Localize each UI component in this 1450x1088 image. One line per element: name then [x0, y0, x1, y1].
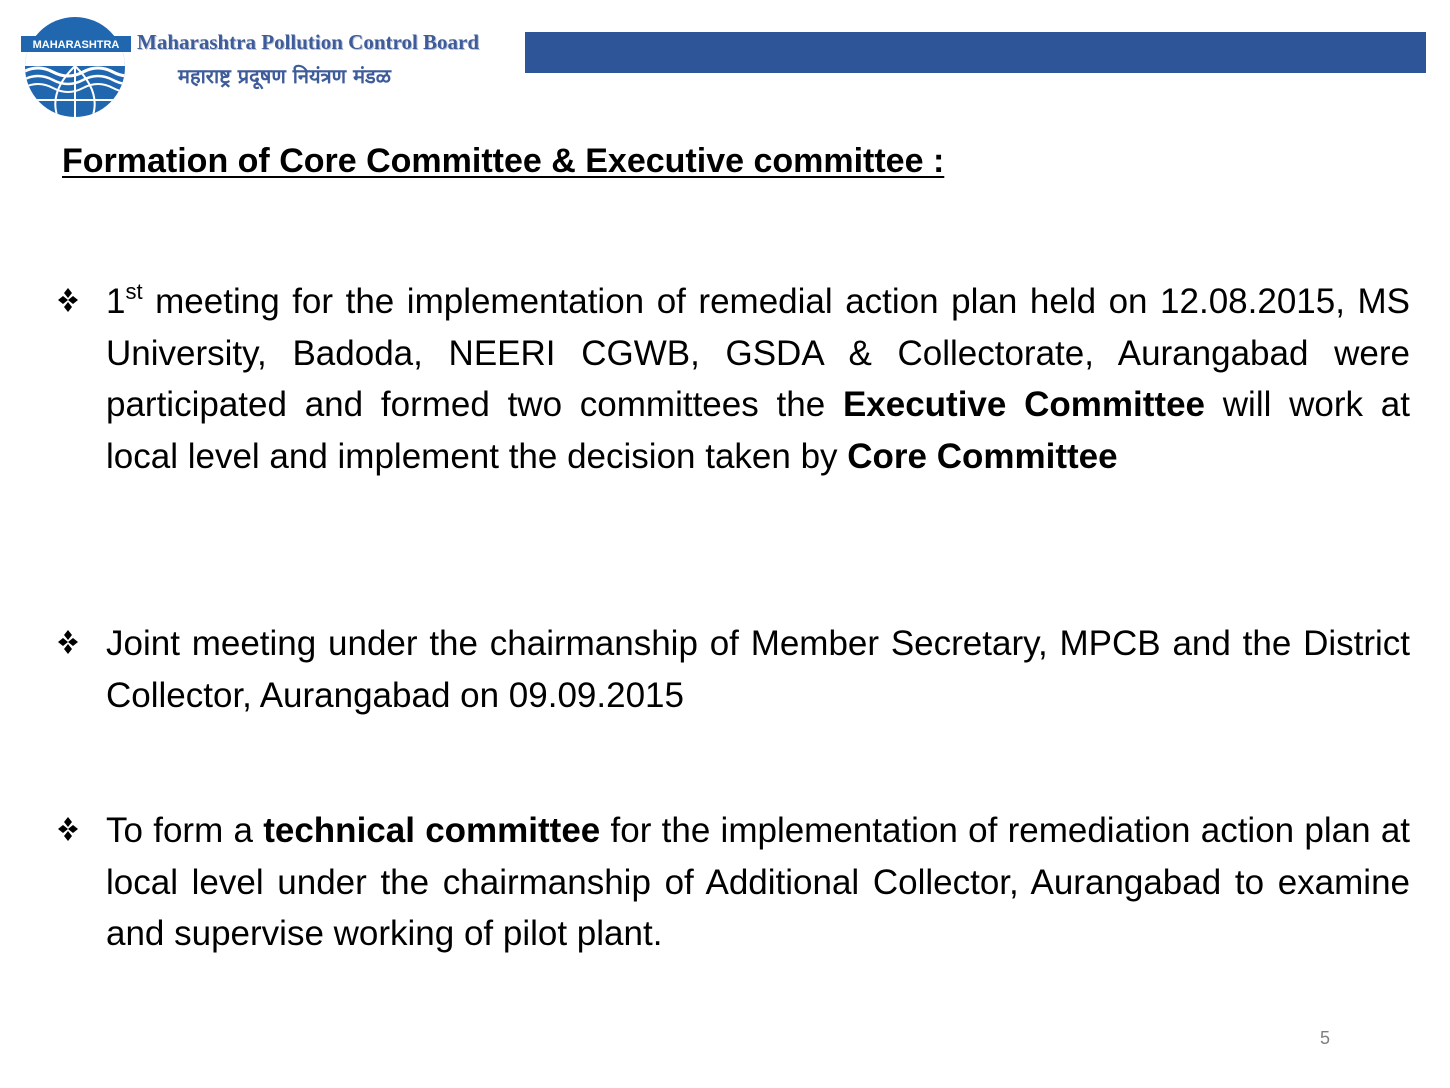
page-number: 5	[1320, 1028, 1331, 1048]
organization-name-english: Maharashtra Pollution Control Board	[137, 30, 480, 54]
bullet-item-first-meeting	[50, 276, 1410, 483]
bullet-item-technical-committee	[50, 805, 1410, 960]
organization-name-marathi: महाराष्ट्र प्रदूषण नियंत्रण मंडळ	[178, 64, 391, 88]
header-color-bar	[525, 32, 1426, 73]
core-committee-label: Core Committee	[847, 437, 1118, 477]
slide-title: Formation of Core Committee & Executive committee :	[62, 142, 945, 180]
four-diamond-bullet-icon	[50, 622, 90, 662]
bullet-text: 1st meeting for the implementation of remedial action plan held on 12.08.2015, MS University, Badoda, NEERI CGWB, GSDA & Collectorate, Aurangabad were participated and formed two committees the Executive Committee will work at local level and implement the decision taken by Core Committee	[106, 279, 1410, 477]
svg-text:MAHARASHTRA: MAHARASHTRA	[32, 39, 120, 51]
executive-committee-label: Executive Committee	[842, 385, 1205, 425]
bullet-text: Joint meeting under the chairmanship of Member Secretary, MPCB and the District Collector, Aurangabad on 09.09.2015	[106, 624, 1410, 715]
four-diamond-bullet-icon	[50, 280, 90, 320]
technical-committee-label: technical committee	[263, 811, 601, 850]
bullet-text: To form a technical committee for the implementation of remediation action plan at local level under the chairmanship of Additional Collector, Aurangabad to examine and supervise working of pilot plant.	[106, 811, 1411, 954]
mpcb-logo	[18, 12, 133, 118]
four-diamond-bullet-icon	[50, 809, 90, 849]
bullet-item-joint-meeting	[50, 618, 1410, 721]
